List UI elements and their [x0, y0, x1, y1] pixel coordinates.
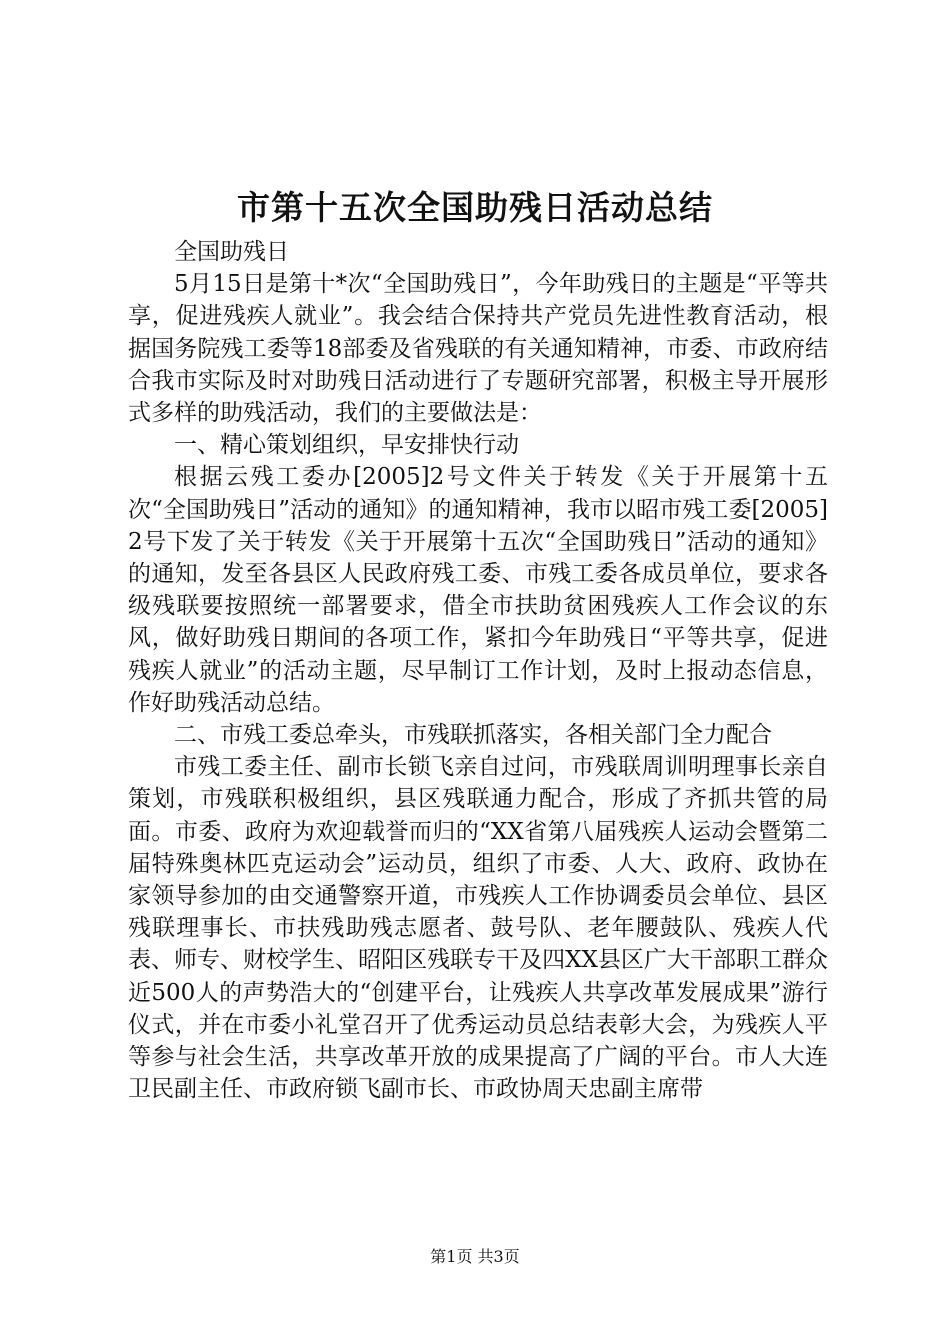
- paragraph-section-1: 根据云残工委办[2005]2号文件关于转发《关于开展第十五次“全国助残日”活动的通知》的通知精神，我市以昭市残工委[2005]2号下发了关于转发《关于开展第十五次“全国助残日”活动的通知》的通知，发至各县区人民政府残工委、市残工委各成员单位，要求各级残联要按照统一部署要求，借全市扶助贫困残疾人工作会议的东风，做好助残日期间的各项工作，紧扣今年助残日“平等共享，促进残疾人就业”的活动主题，尽早制订工作计划，及时上报动态信息，作好助残活动总结。: [128, 464, 828, 716]
- section-heading-2: 二、市残工委总牵头，市残联抓落实，各相关部门全力配合: [174, 722, 772, 749]
- paragraph-section-2: 市残工委主任、副市长锁飞亲自过问，市残联周训明理事长亲自策划，市残联积极组织，县区残联通力配合，形成了齐抓共管的局面。市委、政府为欢迎载誉而归的“XX省第八届残疾人运动会暨第二届特殊奥林匹克运动会”运动员，组织了市委、人大、政府、政协在家领导参加的由交通警察开道，市残疾人工作协调委员会单位、县区残联理事长、市扶残助残志愿者、鼓号队、老年腰鼓队、残疾人代表、师专、财校学生、昭阳区残联专干及四XX县区广大干部职工群众近500人的声势浩大的“创建平台，让残疾人共享改革发展成果”游行仪式，并在市委小礼堂召开了优秀运动员总结表彰大会，为残疾人平等参与社会生活，共享改革开放的成果提高了广阔的平台。市人大连卫民副主任、市政府锁飞副市长、市政协周天忠副主席带: [128, 754, 828, 1103]
- document-title: 市第十五次全国助残日活动总结: [237, 188, 713, 227]
- page-footer: 第1页 共3页: [430, 1247, 520, 1266]
- paragraph-subtitle: 全国助残日: [174, 239, 289, 265]
- paragraph-intro: 5月15日是第十*次“全国助残日”，今年助残日的主题是“平等共享，促进残疾人就业”。我会结合保持共产党员先进性教育活动，根据国务院残工委等18部委及省残联的有关通知精神，市委、市政府结合我市实际及时对助残日活动进行了专题研究部署，积极主导开展形式多样的助残活动，我们的主要做法是：: [128, 271, 828, 427]
- document-body: [128, 236, 828, 1105]
- section-heading-1: 一、精心策划组织，早安排快行动: [174, 432, 519, 459]
